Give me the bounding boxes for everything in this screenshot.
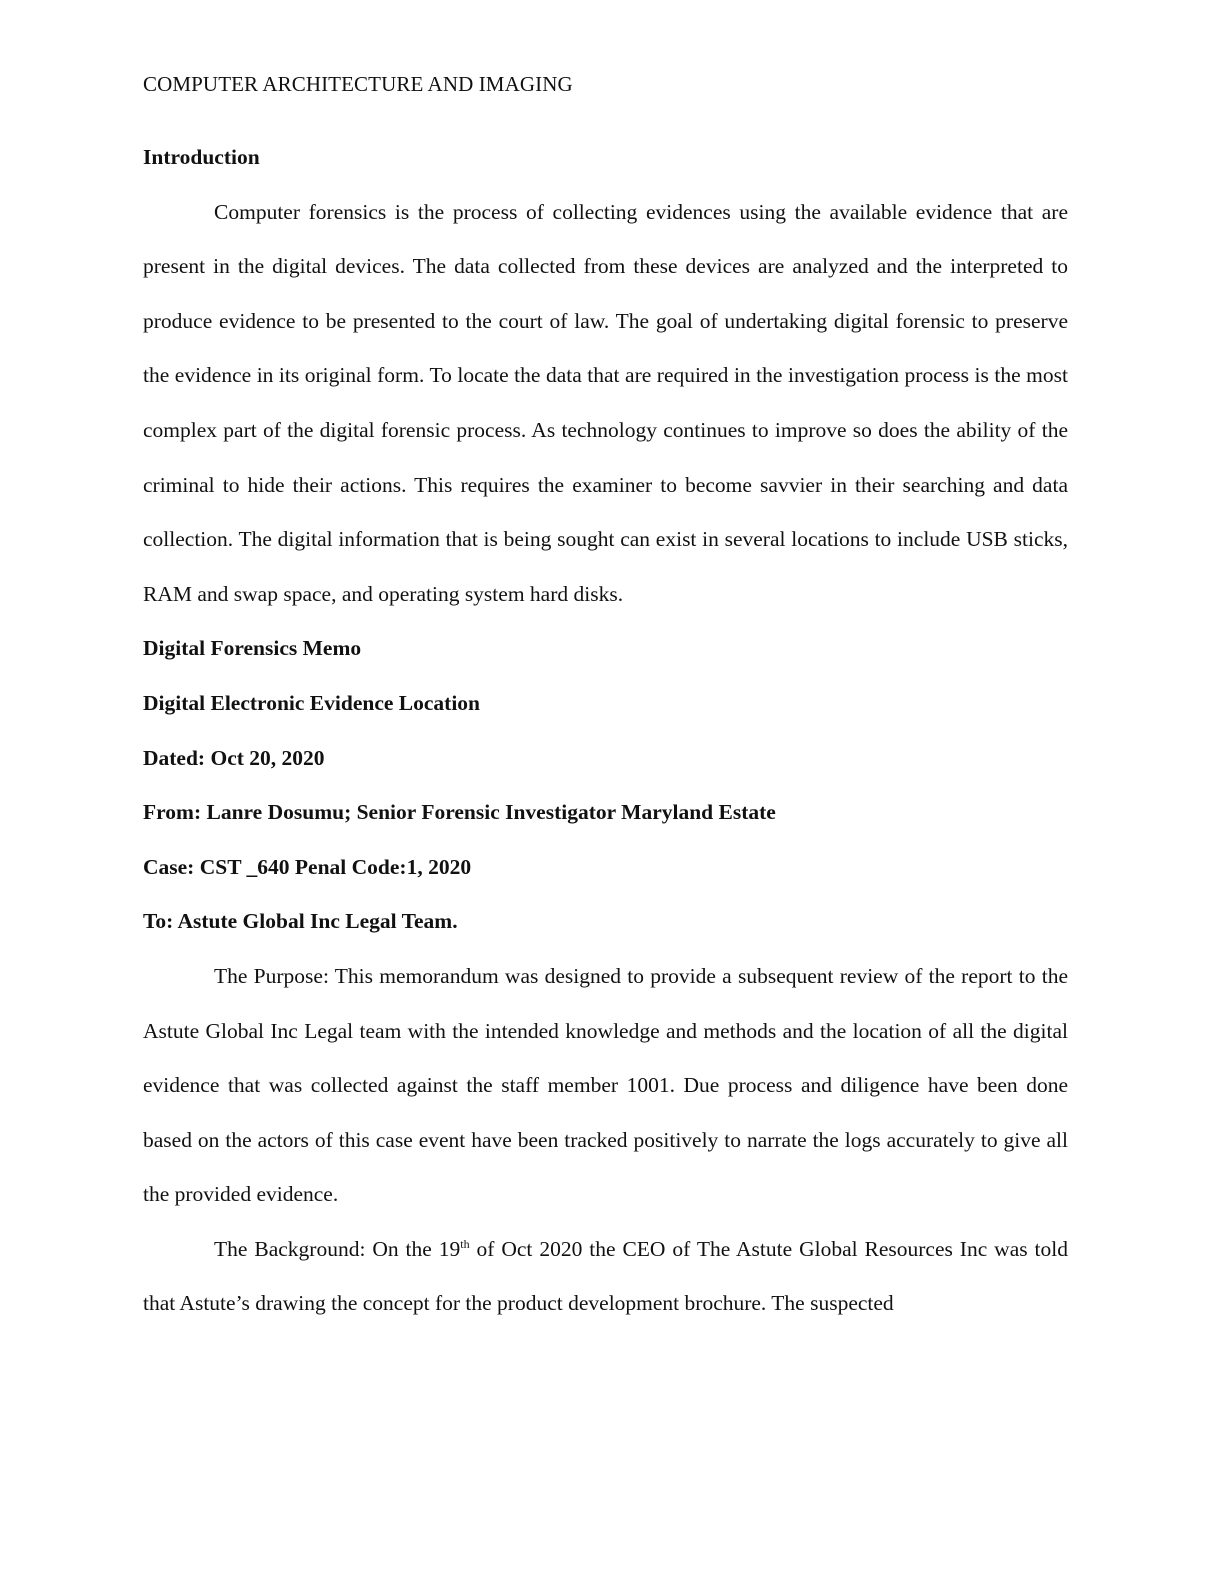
- case-line: Case: CST _640 Penal Code:1, 2020: [143, 854, 472, 879]
- dated-line: Dated: Oct 20, 2020: [143, 745, 325, 770]
- intro-paragraph: Computer forensics is the process of collecting evidences using the available evidence that are present in the digital devices. The data collected from these devices are analyzed and the interpreted to produce evidence to be presented to the court of law. The goal of undertaking digital forensic to preserve the evidence in its original form. To locate the data that are required in the investigation process is the most complex part of the digital forensic process. As technology continues to improve so does the ability of the criminal to hide their actions. This requires the examiner to become savvier in their searching and data collection. The digital information that is being sought can exist in several locations to include USB sticks, RAM and swap space, and operating system hard disks.: [143, 199, 1068, 606]
- from-line: From: Lanre Dosumu; Senior Forensic Investigator Maryland Estate: [143, 800, 776, 825]
- background-text-end: of Oct 2020 the CEO of The Astute Global Resources Inc was told that Astute’s drawing the concept for the product development brochure. The suspected: [143, 1236, 1068, 1316]
- background-paragraph: [143, 1222, 1068, 1331]
- memo-heading: Digital Forensics Memo: [143, 636, 362, 661]
- purpose-paragraph: The Purpose: This memorandum was designed to provide a subsequent review of the report to the Astute Global Inc Legal team with the intended knowledge and methods and the location of all the digital evidence that was collected against the staff member 1001. Due process and diligence have been done based on the actors of this case event have been tracked positively to narrate the logs accurately to give all the provided evidence.: [143, 963, 1068, 1207]
- to-line: To: Astute Global Inc Legal Team.: [143, 909, 458, 934]
- intro-heading: Introduction: [143, 145, 260, 169]
- document-body: [143, 130, 1068, 1331]
- location-heading: Digital Electronic Evidence Location: [143, 690, 480, 715]
- running-head: COMPUTER ARCHITECTURE AND IMAGING: [143, 72, 573, 96]
- ordinal-superscript: th: [460, 1236, 470, 1251]
- background-text-start: The Background: On the 19: [214, 1236, 461, 1261]
